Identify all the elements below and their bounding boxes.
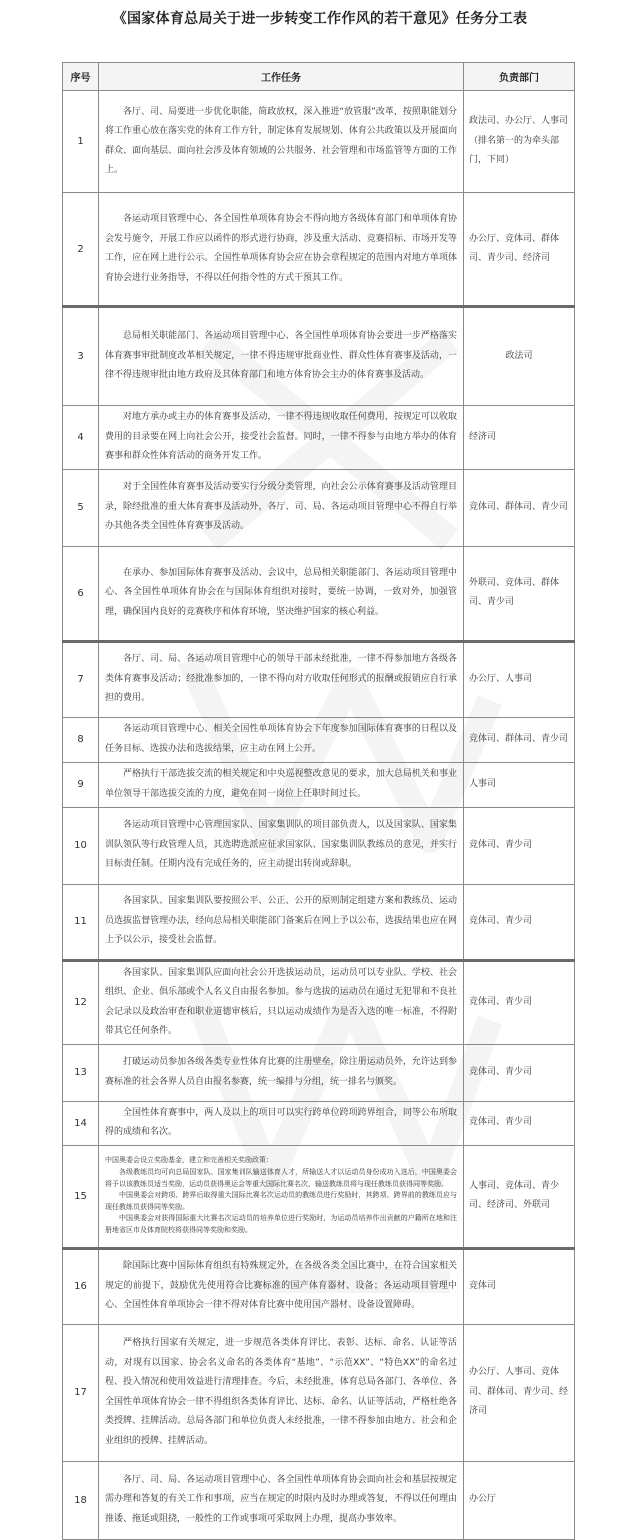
row-num: 10 — [63, 807, 99, 884]
row-num: 7 — [63, 641, 99, 717]
row-dept: 竞体司 — [464, 1248, 575, 1324]
row-task: 各运动项目管理中心管理国家队、国家集训队的项目部负责人，以及国家队、国家集训队领队等行政管理人员，其选聘选派应征求国家队、国家集训队教练员的意见，并实行目标责任制。任期内没有完成任务的，应主动提出转岗或辞职。 — [99, 807, 464, 884]
row-task: 各国家队、国家集训队应面向社会公开选拔运动员，运动员可以专业队、学校、社会组织、企业、俱乐部或个人名义自由报名参加。参与选拔的运动员在通过无犯罪和不良社会记录以及政治审查和职业道德审核后，只以运动成绩作为是否入选的唯一标准，不得附带其它任何条件。 — [99, 960, 464, 1044]
row-dept: 办公厅、竞体司、群体司、青少司、经济司 — [464, 193, 575, 307]
header-dept: 负责部门 — [464, 63, 575, 91]
row-task: 全国性体育赛事中，两人及以上的项目可以实行跨单位跨项跨界组合，同等公布所取得的成绩和名次。 — [99, 1101, 464, 1145]
row-task: 各厅、司、局、各运动项目管理中心的领导干部未经批准，一律不得参加地方各级各类体育赛事及活动；经批准参加的，一律不得向对方收取任何形式的报酬或报销应自行承担的费用。 — [99, 641, 464, 717]
row-num: 5 — [63, 469, 99, 546]
row-dept: 办公厅 — [464, 1461, 575, 1539]
row-task: 在承办、参加国际体育赛事及活动、会议中，总局相关职能部门、各运动项目管理中心、各全国性单项体育协会在与国际体育组织对接时，要统一协调，一致对外，加强管理，确保国内良好的竞赛秩序和体育环境，坚决维护国家的核心利益。 — [99, 546, 464, 641]
table-header-row — [63, 63, 575, 91]
table-row — [63, 469, 575, 546]
table-row — [63, 1145, 575, 1248]
row-num: 3 — [63, 307, 99, 406]
row-num: 13 — [63, 1044, 99, 1101]
row-dept: 竞体司、青少司 — [464, 884, 575, 960]
header-task: 工作任务 — [99, 63, 464, 91]
task-paragraph: 中国奥委会对获得国际重大比赛名次运动员的培养单位进行奖励时，为运动员培养作出贡献的户籍所在地和注册地省区市及体育院校将获得同等奖励和奖励。 — [105, 1214, 457, 1234]
row-dept: 竞体司、青少司 — [464, 1101, 575, 1145]
table-row — [63, 807, 575, 884]
row-num: 9 — [63, 762, 99, 807]
row-dept: 外联司、竞体司、群体司、青少司 — [464, 546, 575, 641]
row-dept: 办公厅、人事司 — [464, 641, 575, 717]
row-task: 各运动项目管理中心、各全国性单项体育协会不得向地方各级体育部门和单项体育协会发号施令，开展工作应以函件的形式进行协商，涉及重大活动、竞赛招标、市场开发等工作，应在网上进行公示。全国性单项体育协会应在协会章程规定的范围内对地方单项体育协会进行业务指导，不得以任何指令性的方式干预其工作。 — [99, 193, 464, 307]
table-row — [63, 1461, 575, 1539]
row-num: 11 — [63, 884, 99, 960]
row-num: 15 — [63, 1145, 99, 1248]
table-row — [63, 762, 575, 807]
row-num: 17 — [63, 1324, 99, 1461]
row-task — [99, 1145, 464, 1248]
header-num: 序号 — [63, 63, 99, 91]
row-task: 严格执行国家有关规定，进一步规范各类体育评比、表彰、达标、命名、认证等活动，对现有以国家、协会名义命名的各类体育“基地”、“示范XX”、“特色XX”的命名过程、投入情况和使用效益进行清理排查。今后，未经批准，体育总局各部门、各单位、各全国性单项体育协会一律不得组织各类体育评比、达标、命名、认证等活动，严格杜绝各类授牌、挂牌活动。总局各部门和单位负责人未经批准，一律不得参加由地方、社会和企业组织的授牌、挂牌活动。 — [99, 1324, 464, 1461]
row-task: 总局相关职能部门、各运动项目管理中心、各全国性单项体育协会要进一步严格落实体育赛事审批制度改革相关规定，一律不得违规审批商业性、群众性体育赛事及活动，一律不得违规审批由地方政府及其体育部门和地方体育协会主办的体育赛事及活动。 — [99, 307, 464, 406]
document-title: 《国家体育总局关于进一步转变工作作风的若干意见》任务分工表 — [112, 11, 528, 27]
table-row — [63, 1324, 575, 1461]
row-dept: 竞体司、群体司、青少司 — [464, 717, 575, 762]
row-num: 4 — [63, 406, 99, 470]
row-dept: 竞体司、青少司 — [464, 1044, 575, 1101]
row-dept: 人事司、竞体司、青少司、经济司、外联司 — [464, 1145, 575, 1248]
row-dept: 政法司 — [464, 307, 575, 406]
row-num: 6 — [63, 546, 99, 641]
task-table — [62, 62, 575, 1540]
row-dept: 政法司、办公厅、人事司（排名第一的为牵头部门，下同） — [464, 91, 575, 193]
row-task: 除国际比赛中国际体育组织有特殊规定外，在各级各类全国比赛中，在符合国家相关规定的前提下，鼓励优先使用符合比赛标准的国产体育器材、设备；各运动项目管理中心、全国性体育单项协会一律不得对体育比赛中使用国产器材、设备设置障碍。 — [99, 1248, 464, 1324]
table-row — [63, 960, 575, 1044]
task-paragraph: 中国奥委会设立奖励基金，建立和完善相关奖励政策： — [105, 1156, 273, 1165]
row-dept: 竞体司、青少司 — [464, 807, 575, 884]
row-num: 18 — [63, 1461, 99, 1539]
table-row — [63, 546, 575, 641]
row-task: 对于全国性体育赛事及活动要实行分级分类管理，向社会公示体育赛事及活动管理目录，除经批准的重大体育赛事及活动外，各厅、司、局、各运动项目管理中心不得自行举办其他各类全国性体育赛事及活动。 — [99, 469, 464, 546]
task-paragraph: 各级教练员均可向总局国家队、国家集训队输送体育人才，所输送人才以运动员身份成功入选后，中国奥委会将予以该教练员适当奖励，运动员获得奥运会等重大国际比赛名次，输送教练员将与现任教练员获得同等奖励。 — [105, 1168, 457, 1188]
row-num: 14 — [63, 1101, 99, 1145]
row-task: 各运动项目管理中心、相关全国性单项体育协会下年度参加国际体育赛事的日程以及任务目标、选拔办法和选拔结果，应主动在网上公开。 — [99, 717, 464, 762]
table-row — [63, 1044, 575, 1101]
row-task: 各国家队、国家集训队要按照公平、公正、公开的原则制定组建方案和教练员、运动员选拔监督管理办法，经向总局相关职能部门备案后在网上予以公布，选拔结果也应在网上予以公示，接受社会监督。 — [99, 884, 464, 960]
row-dept: 经济司 — [464, 406, 575, 470]
row-task: 打破运动员参加各级各类专业性体育比赛的注册壁垒，除注册运动员外，允许达到参赛标准的社会各界人员自由报名参赛，统一编排与分组，统一排名与颁奖。 — [99, 1044, 464, 1101]
task-paragraph: 中国奥委会对跨项、跨界后取得重大国际比赛名次运动员的教练员进行奖励时，其跨项、跨界前的教练员应与现任教练员获得同等奖励。 — [105, 1191, 457, 1211]
table-row — [63, 641, 575, 717]
row-task: 各厅、司、局要进一步优化职能，简政放权，深入推进“放管服”改革，按照职能划分将工作重心放在落实党的体育工作方针，制定体育发展规划、体育公共政策以及开展面向群众、面向基层、面向社会涉及体育领域的公共服务、社会管理和市场监管等方面的工作上。 — [99, 91, 464, 193]
row-num: 16 — [63, 1248, 99, 1324]
row-task: 各厅、司、局、各运动项目管理中心、各全国性单项体育协会面向社会和基层按规定需办理和答复的有关工作和事项，应当在规定的时限内及时办理或答复，不得以任何理由推诿、拖延或阻挠，一般性的工作或事项可采取网上办理，提高办事效率。 — [99, 1461, 464, 1539]
row-task: 严格执行干部选拔交流的相关规定和中央巡视整改意见的要求，加大总局机关和事业单位领导干部选拔交流的力度，避免在同一岗位上任职时间过长。 — [99, 762, 464, 807]
table-row — [63, 1248, 575, 1324]
row-num: 1 — [63, 91, 99, 193]
row-dept: 竞体司、群体司、青少司 — [464, 469, 575, 546]
table-row — [63, 307, 575, 406]
row-num: 2 — [63, 193, 99, 307]
row-dept: 办公厅、人事司、竞体司、群体司、青少司、经济司 — [464, 1324, 575, 1461]
table-row — [63, 91, 575, 193]
row-dept: 人事司 — [464, 762, 575, 807]
row-num: 12 — [63, 960, 99, 1044]
row-dept: 竞体司、青少司 — [464, 960, 575, 1044]
table-row — [63, 884, 575, 960]
row-task: 对地方承办或主办的体育赛事及活动，一律不得违规收取任何费用，按规定可以收取费用的目录要在网上向社会公开，接受社会监督。同时，一律不得参与由地方举办的体育赛事和群众性体育活动的商务开发工作。 — [99, 406, 464, 470]
table-row — [63, 1101, 575, 1145]
table-row — [63, 406, 575, 470]
table-row — [63, 193, 575, 307]
row-num: 8 — [63, 717, 99, 762]
table-row — [63, 717, 575, 762]
